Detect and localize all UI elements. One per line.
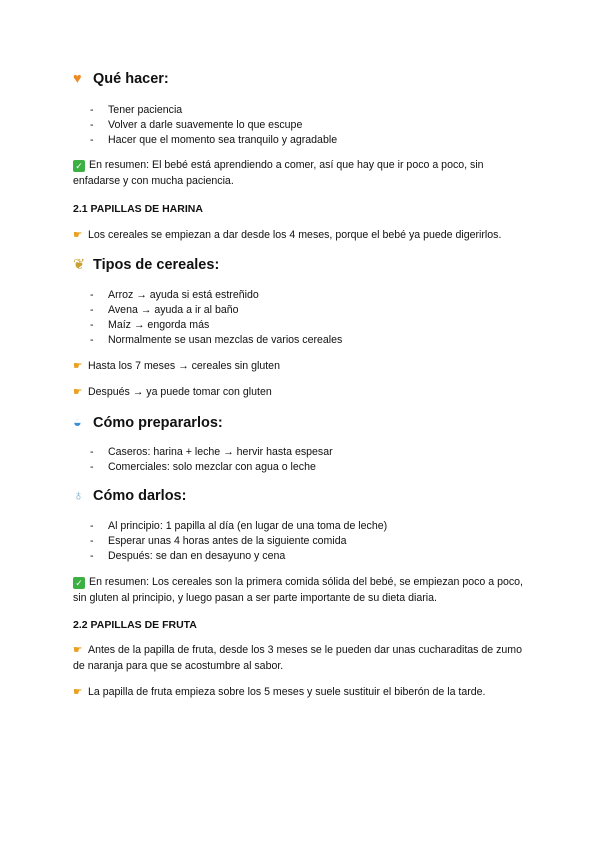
bowl-icon: ◒: [73, 415, 82, 431]
nota-7-meses-paragraph: [73, 359, 523, 375]
fruta-1-text: Antes de la papilla de fruta, desde los 3 meses se le pueden dar unas cucharaditas de zumo de naranja para que se acostumbre al sabor.: [73, 644, 523, 672]
que-hacer-list: [90, 103, 337, 148]
wheat-sheaf-icon: ❦: [73, 257, 86, 273]
pointing-hand-icon: ☛: [73, 386, 83, 398]
fruta-1-paragraph: [73, 643, 523, 674]
list-item: - Arroz → ayuda si está estreñido: [90, 288, 342, 303]
list-item: - Avena → ayuda a ir al baño: [90, 303, 342, 318]
pointing-hand-icon: ☛: [73, 686, 83, 698]
nota-despues-paragraph: [73, 385, 523, 401]
list-item: - Caseros: harina + leche → hervir hasta espesar: [90, 445, 333, 460]
pointing-hand-icon: ☛: [73, 644, 83, 656]
pointing-hand-icon: ☛: [73, 360, 83, 372]
tipos-title: Tipos de cereales:: [93, 257, 220, 273]
baby-bottle-icon: ♁: [73, 488, 84, 504]
darlos-title: Cómo darlos:: [93, 488, 187, 504]
preparar-title: Cómo prepararlos:: [93, 415, 223, 431]
list-item: - Después: se dan en desayuno y cena: [90, 549, 387, 564]
darlos-heading: [73, 488, 186, 504]
resumen-1-paragraph: [73, 158, 523, 189]
check-mark-icon: ✓: [73, 577, 85, 589]
que-hacer-title: Qué hacer:: [93, 71, 169, 87]
resumen-1-text: En resumen: El bebé está aprendiendo a comer, así que hay que ir poco a poco, sin enfadarse y con mucha paciencia.: [73, 159, 484, 187]
list-item: - Hacer que el momento sea tranquilo y agradable: [90, 133, 337, 148]
list-item: - Comerciales: solo mezclar con agua o leche: [90, 460, 333, 475]
list-item: - Normalmente se usan mezclas de varios cereales: [90, 333, 342, 348]
pointing-hand-icon: ☛: [73, 229, 83, 241]
tipos-heading: [73, 257, 219, 273]
intro-harina-text: Los cereales se empiezan a dar desde los 4 meses, porque el bebé ya puede digerirlos.: [88, 229, 502, 241]
darlos-list: [90, 519, 387, 564]
list-item: - Tener paciencia: [90, 103, 337, 118]
list-item: - Maíz → engorda más: [90, 318, 342, 333]
list-item: - Esperar unas 4 horas antes de la siguiente comida: [90, 534, 387, 549]
fruta-2-text: La papilla de fruta empieza sobre los 5 meses y suele sustituir el biberón de la tarde.: [88, 686, 486, 698]
resumen-2-text: En resumen: Los cereales son la primera comida sólida del bebé, se empiezan poco a poco, sin gluten al principio, y luego pasan a ser parte importante de su dieta diaria.: [73, 576, 524, 604]
que-hacer-heading: [73, 71, 169, 87]
section-heading-2-2: 2.2 PAPILLAS DE FRUTA: [73, 619, 197, 631]
orange-heart-icon: ♥: [73, 71, 82, 87]
fruta-2-paragraph: [73, 685, 523, 701]
tipos-list: [90, 288, 342, 348]
resumen-2-paragraph: [73, 575, 523, 606]
preparar-list: [90, 445, 333, 475]
nota-despues-text: Después → ya puede tomar con gluten: [88, 386, 272, 398]
list-item: - Al principio: 1 papilla al día (en lugar de una toma de leche): [90, 519, 387, 534]
preparar-heading: [73, 415, 223, 431]
intro-harina-paragraph: [73, 228, 523, 244]
list-item: - Volver a darle suavemente lo que escupe: [90, 118, 337, 133]
check-mark-icon: ✓: [73, 160, 85, 172]
nota-7-meses-text: Hasta los 7 meses → cereales sin gluten: [88, 360, 280, 372]
section-heading-2-1: 2.1 PAPILLAS DE HARINA: [73, 203, 203, 215]
